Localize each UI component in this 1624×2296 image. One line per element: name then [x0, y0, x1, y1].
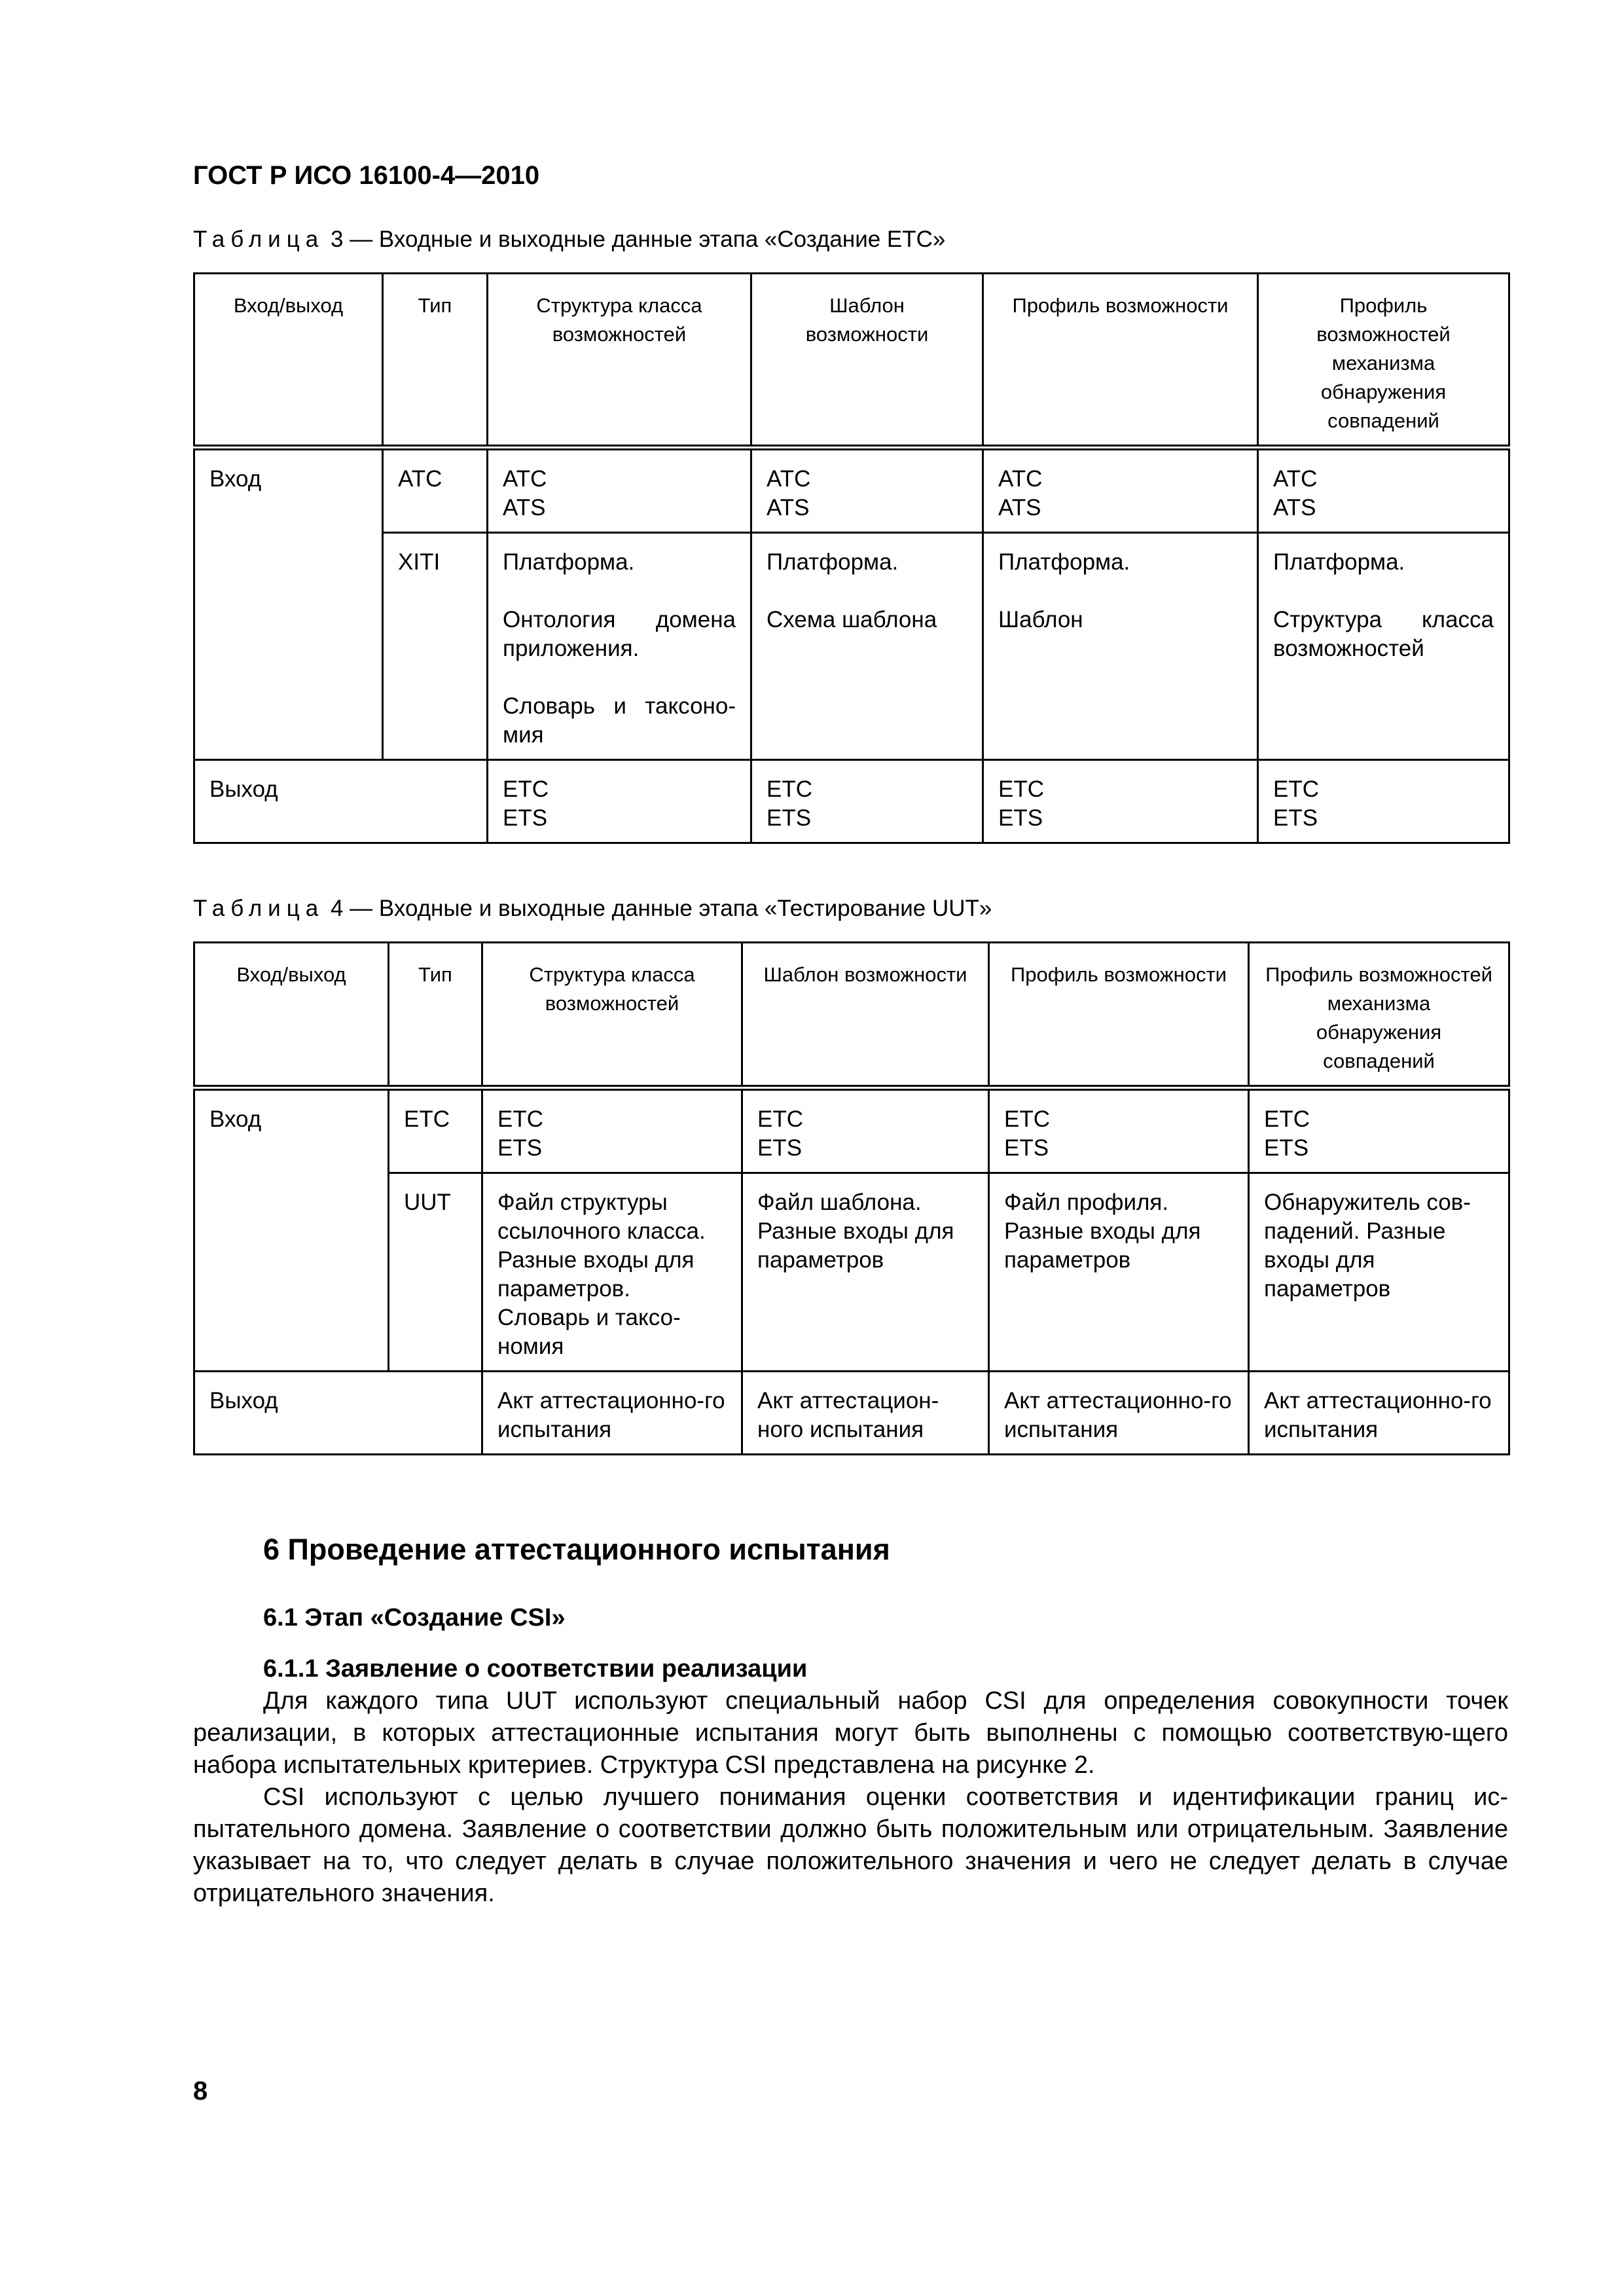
table-4-header-profile: Профиль возможности	[989, 943, 1249, 1088]
table-cell: ATC ATS	[751, 448, 983, 533]
table-cell: ETC ETS	[482, 1088, 742, 1173]
table-4-caption-text: 4 — Входные и выходные данные этапа «Тестирование UUT»	[330, 896, 992, 921]
page-number: 8	[193, 2077, 208, 2105]
subsection-heading: 6.1 Этап «Создание CSI»	[263, 1604, 566, 1631]
table-cell-type: ETC	[389, 1088, 482, 1173]
section-body	[193, 1653, 1508, 1910]
table-cell: Платформа. Шаблон	[983, 533, 1258, 760]
subsubsection-heading: 6.1.1 Заявление о соответствии реализации	[263, 1655, 808, 1683]
table-cell: ETC ETS	[488, 760, 751, 843]
table-4-header-io: Вход/выход	[194, 943, 389, 1088]
table-4-header-template: Шаблон возможности	[742, 943, 989, 1088]
table-cell: Платформа. Онтология домена приложения. Словарь и таксоно-мия	[488, 533, 751, 760]
table-cell-type: ATC	[383, 448, 488, 533]
table-row	[194, 1173, 1509, 1372]
table-cell: Акт аттестационно-го испытания	[1249, 1372, 1509, 1455]
table-row	[194, 760, 1509, 843]
table-3-header-type: Тип	[383, 274, 488, 448]
table-row	[194, 1088, 1509, 1173]
table-cell: ETC ETS	[1249, 1088, 1509, 1173]
table-cell: ATC ATS	[1258, 448, 1509, 533]
section-heading: 6 Проведение аттестационного испытания	[263, 1533, 890, 1566]
table-3-header-class-structure: Структура класса возможностей	[488, 274, 751, 448]
table-cell: Акт аттестационно-го испытания	[989, 1372, 1249, 1455]
table-cell: Акт аттестацион-ного испытания	[742, 1372, 989, 1455]
table-3-output-label: Выход	[194, 760, 488, 843]
table-cell-type: UUT	[389, 1173, 482, 1372]
table-row	[194, 1372, 1509, 1455]
table-3-header-matcher-profile: Профиль возможностей механизма обнаружения совпадений	[1258, 274, 1509, 448]
table-cell: ETC ETS	[742, 1088, 989, 1173]
table-cell: Файл шаблона. Разные входы для параметров	[742, 1173, 989, 1372]
table-4-caption	[193, 896, 992, 922]
table-cell: Файл структуры ссылочного класса. Разные входы для параметров. Словарь и таксо-номия	[482, 1173, 742, 1372]
table-cell: Платформа. Схема шаблона	[751, 533, 983, 760]
document-header: ГОСТ Р ИСО 16100-4—2010	[193, 161, 540, 190]
paragraph: Для каждого типа UUT используют специальный набор CSI для определения совокупности точек реализации, в которых аттестационные испытания могут быть выполнены с помощью соответствую-щего набора испытательных критериев. Структура CSI представлена на рисунке 2.	[193, 1687, 1508, 1779]
table-4-header-type: Тип	[389, 943, 482, 1088]
table-4-header-class-structure: Структура класса возможностей	[482, 943, 742, 1088]
table-4-output-label: Выход	[194, 1372, 482, 1455]
table-3	[193, 272, 1510, 844]
table-3-header-template: Шаблон возможности	[751, 274, 983, 448]
table-4	[193, 941, 1510, 1455]
table-4-header-matcher-profile: Профиль возможностей механизма обнаружения совпадений	[1249, 943, 1509, 1088]
table-cell: ETC ETS	[751, 760, 983, 843]
table-cell: ATC ATS	[488, 448, 751, 533]
table-4-header-row	[194, 943, 1509, 1088]
table-cell: Платформа. Структура класса возможностей	[1258, 533, 1509, 760]
table-3-caption	[193, 227, 945, 253]
table-3-header-io: Вход/выход	[194, 274, 383, 448]
table-3-header-profile: Профиль возможности	[983, 274, 1258, 448]
table-3-caption-text: 3 — Входные и выходные данные этапа «Создание ETC»	[330, 227, 946, 252]
table-cell-type: XITI	[383, 533, 488, 760]
table-3-header-row	[194, 274, 1509, 448]
table-cell: Обнаружитель сов-падений. Разные входы для параметров	[1249, 1173, 1509, 1372]
table-cell: ETC ETS	[983, 760, 1258, 843]
table-3-input-label: Вход	[194, 448, 383, 760]
table-4-caption-prefix: Таблица	[193, 896, 325, 921]
table-row	[194, 533, 1509, 760]
table-cell: ETC ETS	[1258, 760, 1509, 843]
table-cell: Файл профиля. Разные входы для параметров	[989, 1173, 1249, 1372]
table-3-caption-prefix: Таблица	[193, 227, 325, 252]
table-cell: ETC ETS	[989, 1088, 1249, 1173]
table-4-input-label: Вход	[194, 1088, 389, 1372]
table-row	[194, 448, 1509, 533]
table-cell: ATC ATS	[983, 448, 1258, 533]
table-cell: Акт аттестационно-го испытания	[482, 1372, 742, 1455]
paragraph: CSI используют с целью лучшего понимания оценки соответствия и идентификации границ ис-пытательного домена. Заявление о соответствии должно быть положительным или отрицательным. Заявление указывает на то, что следует делать в случае положительного значения и чего не следует делать в случае отрицательного значения.	[193, 1783, 1508, 1907]
